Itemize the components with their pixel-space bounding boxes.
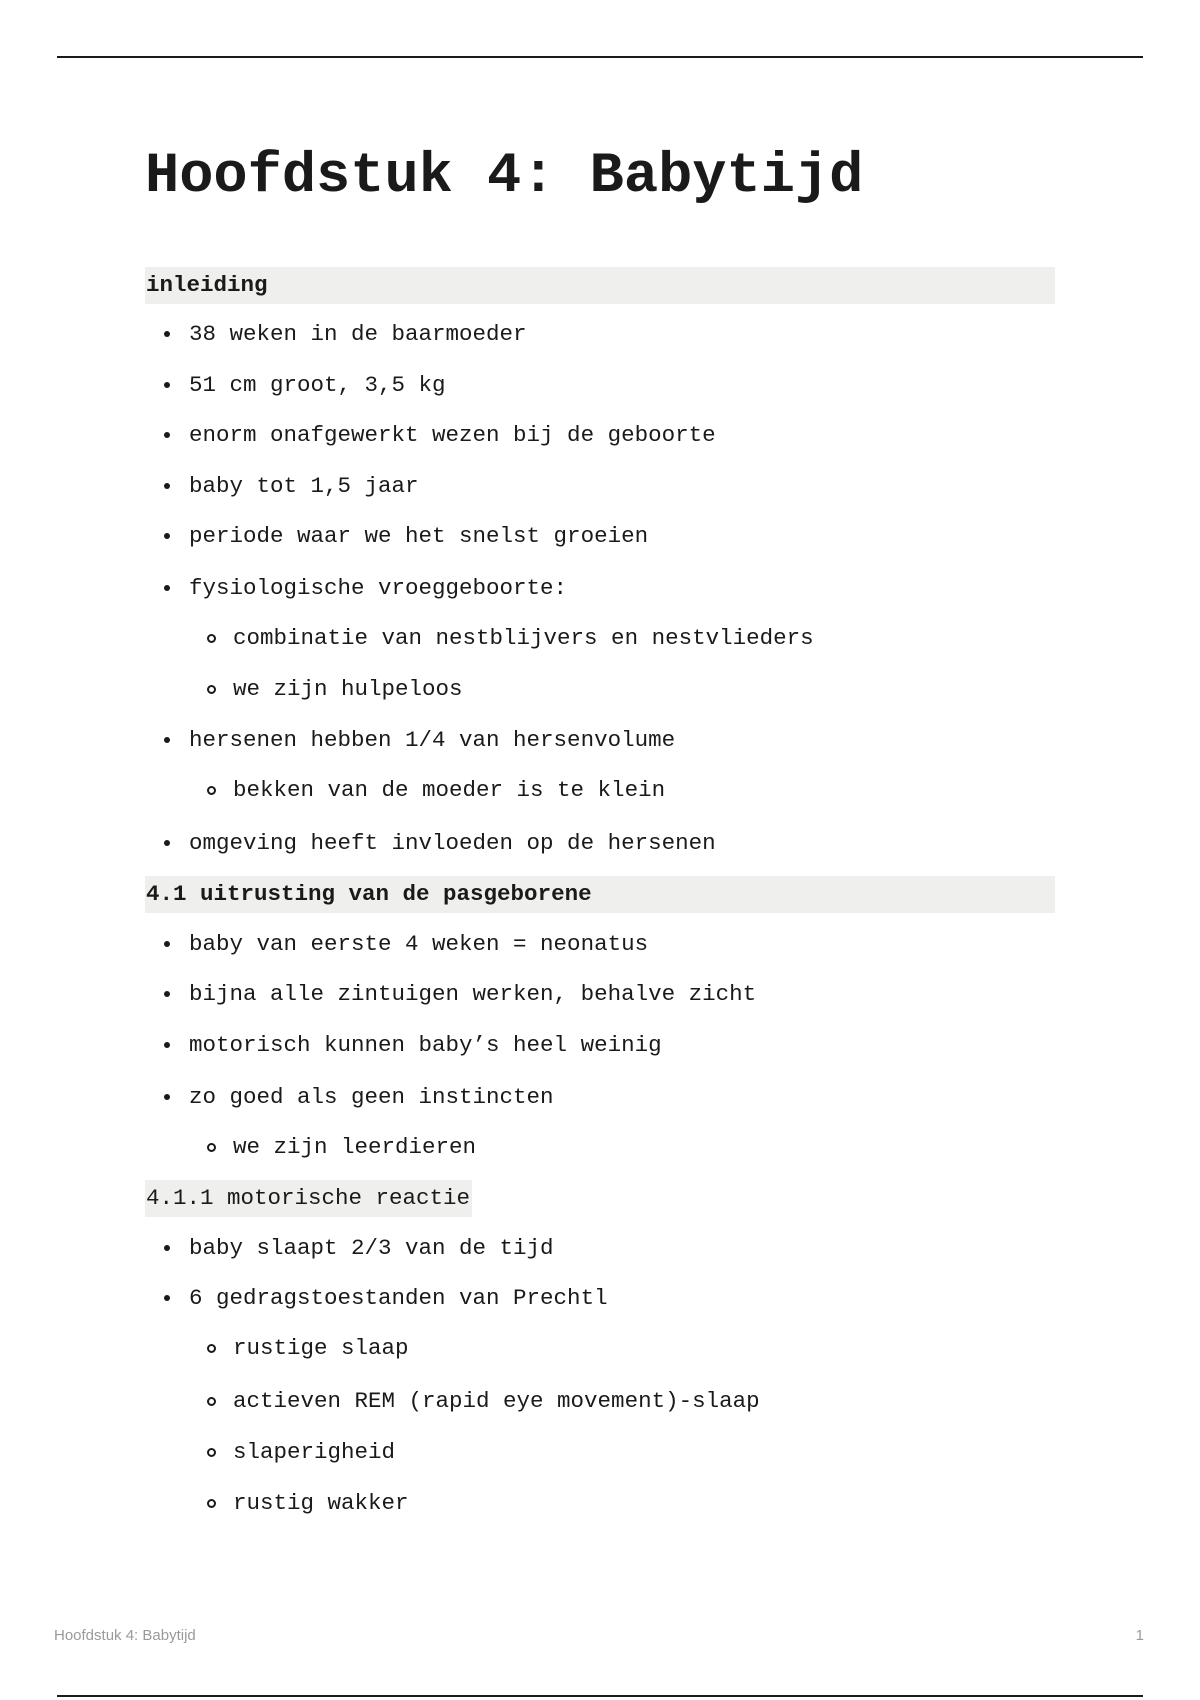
footer-page-number: 1 — [1135, 1627, 1144, 1644]
header-rule — [57, 56, 1143, 58]
list-item — [189, 1083, 554, 1111]
list-item-text: baby slaapt 2/3 van de tijd — [189, 1235, 554, 1261]
list-item-text: we zijn hulpeloos — [233, 676, 463, 702]
list-item-text: baby tot 1,5 jaar — [189, 473, 419, 499]
bullet-circle-icon — [207, 786, 216, 795]
bullet-disc-icon — [164, 432, 170, 438]
list-item — [189, 726, 675, 754]
bullet-circle-icon — [207, 1499, 216, 1508]
list-item-text: zo goed als geen instincten — [189, 1084, 554, 1110]
bullet-circle-icon — [207, 1397, 216, 1406]
list-item-text: 38 weken in de baarmoeder — [189, 321, 527, 347]
list-item-text: 51 cm groot, 3,5 kg — [189, 372, 446, 398]
bullet-disc-icon — [164, 1295, 170, 1301]
bullet-circle-icon — [207, 1448, 216, 1457]
bullet-disc-icon — [164, 1042, 170, 1048]
list-item — [189, 371, 446, 399]
list-item — [189, 829, 716, 857]
bullet-disc-icon — [164, 737, 170, 743]
footer-title: Hoofdstuk 4: Babytijd — [54, 1627, 196, 1644]
bullet-disc-icon — [164, 382, 170, 388]
sub-list-item — [233, 675, 463, 703]
list-item-text: hersenen hebben 1/4 van hersenvolume — [189, 727, 676, 753]
bullet-disc-icon — [164, 941, 170, 947]
list-item — [189, 1031, 662, 1059]
bullet-disc-icon — [164, 991, 170, 997]
list-item-text: bijna alle zintuigen werken, behalve zicht — [189, 981, 757, 1007]
list-item-text: motorisch kunnen baby’s heel weinig — [189, 1032, 662, 1058]
list-item — [189, 1284, 608, 1312]
list-item — [189, 320, 527, 348]
list-item — [189, 980, 756, 1008]
list-item-text: rustig wakker — [233, 1490, 409, 1516]
sub-list-item — [233, 1133, 476, 1161]
bullet-disc-icon — [164, 331, 170, 337]
sub-list-item — [233, 776, 665, 804]
list-item-text: bekken van de moeder is te klein — [233, 777, 666, 803]
list-item-text: omgeving heeft invloeden op de hersenen — [189, 830, 716, 856]
list-item-text: periode waar we het snelst groeien — [189, 523, 649, 549]
list-item-text: fysiologische vroeggeboorte: — [189, 575, 568, 601]
section-heading-inleiding: inleiding — [145, 267, 1055, 304]
list-item-text: rustige slaap — [233, 1335, 409, 1361]
list-item-text: slaperigheid — [233, 1439, 396, 1465]
section-heading-motorische-reactie: 4.1.1 motorische reactie — [145, 1180, 472, 1217]
list-item — [189, 421, 716, 449]
sub-list-item — [233, 1387, 760, 1415]
list-item-text: baby van eerste 4 weken = neonatus — [189, 931, 649, 957]
list-item-text: enorm onafgewerkt wezen bij de geboorte — [189, 422, 716, 448]
section-heading-uitrusting: 4.1 uitrusting van de pasgeborene — [145, 876, 1055, 913]
bullet-disc-icon — [164, 840, 170, 846]
bullet-disc-icon — [164, 1094, 170, 1100]
sub-list-item — [233, 1334, 409, 1362]
list-item-text: combinatie van nestblijvers en nestvlieders — [233, 625, 814, 651]
bullet-disc-icon — [164, 483, 170, 489]
bullet-disc-icon — [164, 585, 170, 591]
page-title: Hoofdstuk 4: Babytijd — [145, 145, 864, 209]
list-item-text: 6 gedragstoestanden van Prechtl — [189, 1285, 608, 1311]
sub-list-item — [233, 1438, 395, 1466]
list-item — [189, 472, 419, 500]
bullet-circle-icon — [207, 1143, 216, 1152]
sub-list-item — [233, 1489, 409, 1517]
list-item — [189, 522, 648, 550]
bullet-circle-icon — [207, 634, 216, 643]
list-item — [189, 930, 648, 958]
bullet-disc-icon — [164, 533, 170, 539]
list-item — [189, 1234, 554, 1262]
list-item-text: we zijn leerdieren — [233, 1134, 477, 1160]
footer-rule — [57, 1695, 1143, 1697]
list-item-text: actieven REM (rapid eye movement)-slaap — [233, 1388, 760, 1414]
bullet-circle-icon — [207, 1344, 216, 1353]
sub-list-item — [233, 624, 814, 652]
bullet-circle-icon — [207, 685, 216, 694]
list-item — [189, 574, 567, 602]
bullet-disc-icon — [164, 1245, 170, 1251]
